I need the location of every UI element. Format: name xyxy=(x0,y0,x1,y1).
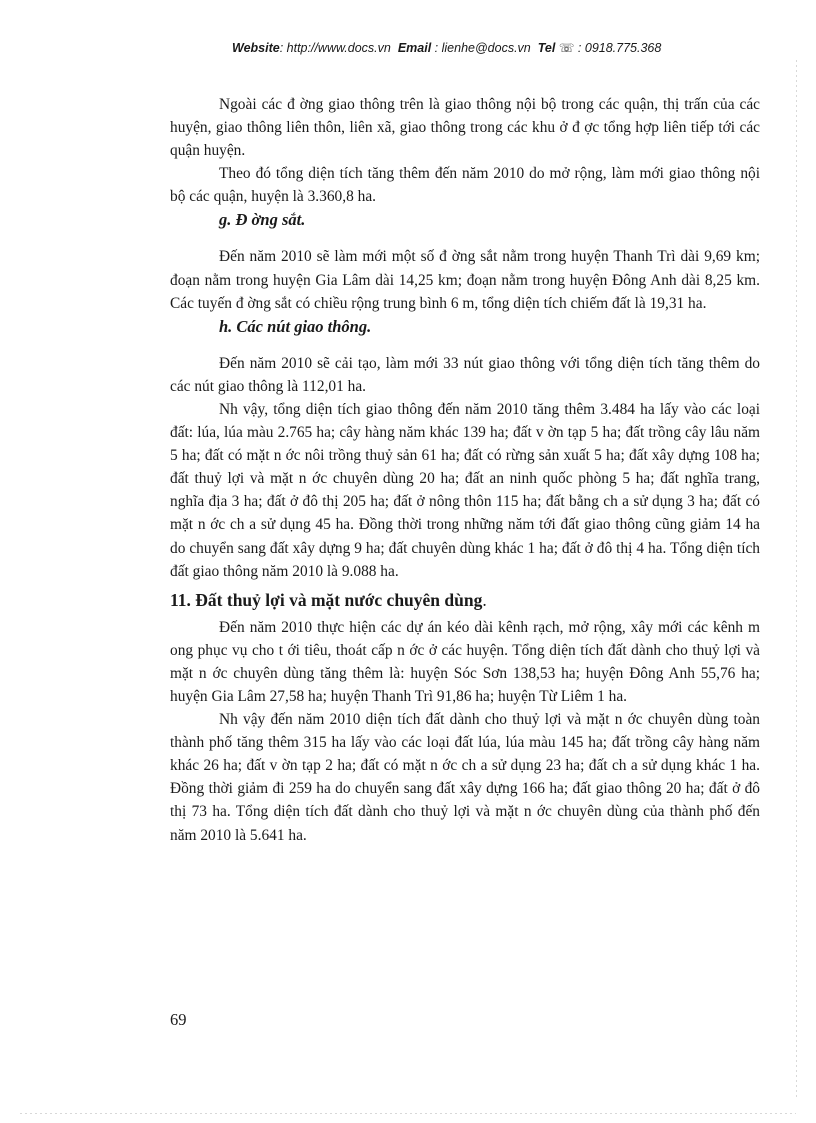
tel-label: Tel xyxy=(537,41,556,55)
website-url[interactable]: : http://www.docs.vn xyxy=(279,41,391,55)
subheading-intersections: h. Các nút giao thông. xyxy=(219,316,372,336)
section-heading-text: 11. Đất thuỷ lợi và mặt nước chuyên dùng xyxy=(170,589,483,610)
paragraph: Đến năm 2010 sẽ làm mới một số đ ờng sắt nằm trong huyện Thanh Trì dài 9,69 km; đoạn nằm trong huyện Gia Lâm dài 14,25 km; đoạn nằm trong huyện Đông Anh dài 8,25 km. Các tuyến đ ờng sắt có chiều rộng trung bình 6 m, tổng diện tích chiếm đất là 19,31 ha. xyxy=(170,248,760,312)
paragraph: Ngoài các đ ờng giao thông trên là giao thông nội bộ trong các quận, thị trấn của các huyện, giao thông liên thôn, liên xã, giao thông trong các khu ở đ ợc tổng hợp liên tiếp tới các quận huyện. xyxy=(170,96,760,160)
phone-number: : 0918.775.368 xyxy=(577,41,662,55)
email-address[interactable]: : lienhe@docs.vn xyxy=(434,41,531,55)
page-edge-right xyxy=(796,60,797,1100)
website-label: Website xyxy=(232,41,280,55)
page-edge-bottom xyxy=(20,1113,796,1114)
page-body xyxy=(170,93,760,847)
email-label: Email xyxy=(397,41,432,55)
spacer xyxy=(170,338,760,352)
paragraph: Đến năm 2010 thực hiện các dự án kéo dài kênh rạch, mở rộng, xây mới các kênh m ong phục vụ cho t ới tiêu, thoát cấp n ớc ở các huyện. Tổng diện tích đất dành cho thuỷ lợi và mặt n ớc chuyên dùng tăng thêm là: huyện Sóc Sơn 138,53 ha; huyện Đông Anh 55,76 ha; huyện Gia Lâm 27,58 ha; huyện Thanh Trì 91,86 ha; huyện Từ Liêm 1 ha. xyxy=(170,618,760,705)
paragraph: Nh vậy, tổng diện tích giao thông đến năm 2010 tăng thêm 3.484 ha lấy vào các loại đất: lúa, lúa màu 2.765 ha; cây hàng năm khác 139 ha; đất v ờn tạp 5 ha; đất trồng cây lâu năm 5 ha; đất có mặt n ớc nôi trồng thuỷ sản 61 ha; đất có rừng sản xuất 5 ha; đất xây dựng 108 ha; đất thuỷ lợi và mặt n ớc chuyên dùng 20 ha; đất an ninh quốc phòng 5 ha; đất nghĩa trang, nghĩa địa 3 ha; đất ở đô thị 205 ha; đất ở nông thôn 115 ha; đất bằng ch a sử dụng 3 ha; đất có mặt n ớc ch a sử dụng 45 ha. Đồng thời trong những năm tới đất giao thông cũng giảm 14 ha do chuyển sang đất xây dựng 9 ha; đất chuyên dùng khác 1 ha; đất ở đô thị 4 ha. Tổng diện tích đất giao thông năm 2010 là 9.088 ha. xyxy=(170,400,760,580)
phone-icon: ☏ xyxy=(558,41,575,55)
spacer xyxy=(170,231,760,245)
paragraph: Nh vậy đến năm 2010 diện tích đất dành cho thuỷ lợi và mặt n ớc chuyên dùng toàn thành phố tăng thêm 315 ha lấy vào các loại đất lúa, lúa màu 145 ha; đất trồng cây hàng năm khác 26 ha; đất v ờn tạp 2 ha; đất có mặt n ớc ch a sử dụng 23 ha; đất ch a sử dụng khác 1 ha. Đồng thời giảm đi 259 ha do chuyển sang đất xây dựng 166 ha; đất giao thông 20 ha; đất ở đô thị 73 ha. Tổng diện tích đất dành cho thuỷ lợi và mặt n ớc chuyên dùng của thành phố đến năm 2010 là 5.641 ha. xyxy=(170,711,760,844)
paragraph: Theo đó tổng diện tích tăng thêm đến năm 2010 do mở rộng, làm mới giao thông nội bộ các quận, huyện là 3.360,8 ha. xyxy=(170,165,760,206)
subheading-railway: g. Đ ờng sắt. xyxy=(219,210,306,230)
section-heading xyxy=(170,587,760,613)
section-heading-period: . xyxy=(482,589,487,610)
page-header xyxy=(232,40,752,55)
page-number: 69 xyxy=(170,1010,187,1029)
paragraph: Đến năm 2010 sẽ cải tạo, làm mới 33 nút giao thông với tổng diện tích tăng thêm do các nút giao thông là 112,01 ha. xyxy=(170,354,760,395)
